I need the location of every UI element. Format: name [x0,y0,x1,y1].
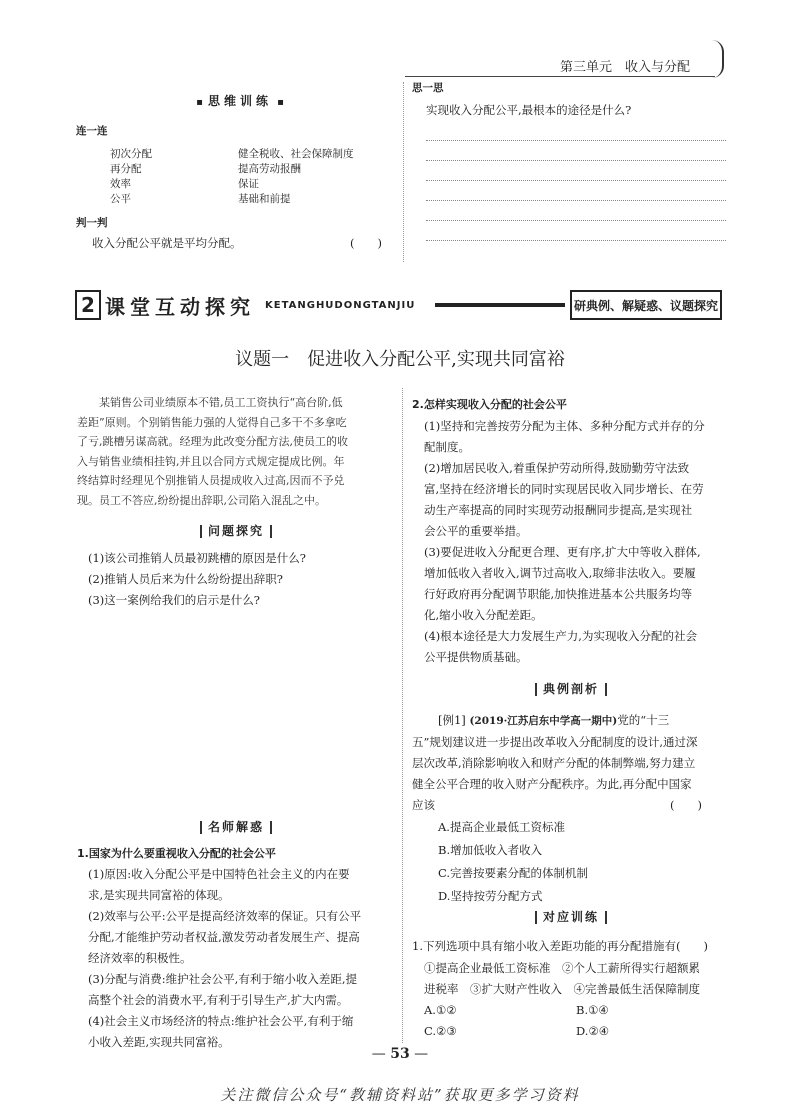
how-line: 公平提供物质基础。 [424,650,528,664]
example-line: 健全公平合理的收入财产分配秩序。为此,再分配中国家 [412,777,692,791]
case-line: 终结算时经理见个别推销人员提成收入过高,因而不予兑 [77,474,345,487]
teacher-line: (1)原因:收入分配公平是中国特色社会主义的内在要 [88,867,350,881]
teacher-line: (2)效率与公平:公平是提高经济效率的保证。只有公平 [88,909,362,923]
example-option: C.完善按要素分配的体制机制 [438,866,589,880]
practice-question: 1.下列选项中具有缩小收入差距功能的再分配措施有( ) [412,939,708,953]
practice-items-line: 进税率 ③扩大财产性收入 ④完善最低生活保障制度 [424,982,700,996]
connect-right-item: 健全税收、社会保障制度 [238,148,354,160]
judge-text: 收入分配公平就是平均分配。 [92,236,242,250]
how-line: (4)根本途径是大力发展生产力,为实现收入分配的社会 [424,629,697,643]
connect-left-item: 效率 [110,178,131,190]
teacher-line: 经济效率的积极性。 [88,951,192,965]
banner-slogan: 研典例、解疑惑、议题探究 [573,299,718,313]
connect-right-item: 基础和前提 [238,193,291,205]
practice-option: B.①④ [576,1003,609,1017]
how-line: 增加低收入者收入,调节过高收入,取缔非法收入。要履 [424,566,696,580]
unit-title: 第三单元 收入与分配 [560,60,691,75]
example-tag: [例1] [438,713,466,727]
banner-slogan-box [570,290,722,320]
column-divider-top [403,82,404,262]
answer-line [426,140,726,141]
think-section [412,80,732,260]
heading-bar [270,821,272,834]
heading-bar [535,683,537,696]
thinking-section [70,85,400,260]
connect-left-list [110,147,152,207]
inquiry-question: (2)推销人员后来为什么纷纷提出辞职? [88,572,283,586]
page-number-area [350,1046,450,1062]
practice-options [424,1000,734,1042]
banner-title: 课堂互动探究 [105,295,255,319]
how-line: (3)要促进收入分配更合理、更有序,扩大中等收入群体, [424,545,701,559]
example-text [412,710,732,816]
connect-right-item: 保证 [238,178,259,190]
heading-bar [270,525,272,538]
answer-line [426,160,726,161]
example-line: 五”规划建议进一步提出改革收入分配制度的设计,通过深 [412,735,698,749]
page-number: 53 [390,1046,410,1062]
case-line: 某销售公司业绩原本不错,员工工资执行“高台阶,低 [77,396,343,409]
example-option: D.坚持按劳分配方式 [438,889,543,903]
example-line: 层次改革,消除影响收入和财产分配的体制弊端,努力建立 [412,756,696,770]
teacher-line: 分配,才能维护劳动者权益,激发劳动者发展生产、提高 [88,930,360,944]
example-last-line [412,795,732,816]
header-bracket-decoration [712,40,724,78]
case-line: 了亏,跳槽另谋高就。经理为此改变分配方法,使员工的收 [77,435,348,448]
how-line: 会公平的重要举措。 [424,524,528,538]
banner-number-box [75,290,101,320]
connect-right-item: 提高劳动报酬 [238,163,301,175]
teacher-line: 求,是实现共同富裕的体现。 [88,888,230,902]
connect-left-item: 公平 [110,193,131,205]
practice-heading: 对应训练 [412,908,730,925]
judge-label: 判一判 [76,217,108,229]
example-source: (2019·江苏启东中学高一期中) [469,715,618,727]
practice-items-line: ①提高企业最低工资标准 ②个人工薪所得实行超额累 [424,961,700,975]
example-first-line [412,710,732,732]
teacher-line: (4)社会主义市场经济的特点:维护社会公平,有利于缩 [88,1014,354,1028]
case-line: 差距”原则。个别销售能力强的人觉得自己多干不多拿吃 [77,415,347,429]
judge-answer-paren: ( ) [350,236,382,250]
dash-right: — [409,1046,429,1062]
heading-bar [535,911,537,924]
teacher-line: 高整个社会的消费水平,有利于引导生产,扩大内需。 [88,993,349,1007]
connect-left-item: 再分配 [110,163,142,175]
connect-right-list [238,147,354,207]
answer-line [426,180,726,181]
think-question: 实现收入分配公平,最根本的途径是什么? [426,103,632,117]
dash-left: — [371,1046,391,1062]
banner-number: 2 [81,293,95,317]
how-line: 行好政府再分配调节职能,加快推进基本公共服务均等 [424,587,693,601]
case-line: 入与销售业绩相挂钩,并且以合同方式规定提成比例。年 [77,454,345,468]
how-line: 动生产率提高的同时实现劳动报酬同步提高,是实现社 [424,503,693,517]
inquiry-heading: 问题探究 [77,522,395,539]
example-option: A.提高企业最低工资标准 [438,820,565,834]
practice-items [424,958,734,1000]
inquiry-question: (3)这一案例给我们的启示是什么? [88,593,260,607]
how-line: (2)增加居民收入,着重保护劳动所得,鼓励勤劳守法致 [424,461,690,475]
case-line: 现。员工不答应,纷纷提出辞职,公司陷入混乱之中。 [77,493,326,507]
section-banner [75,290,720,320]
title-right-marker-icon: ▪ [277,97,284,108]
heading-bar [200,821,202,834]
how-line: 富,坚持在经济增长的同时实现居民收入同步增长、在劳 [424,482,704,496]
example-line: 应该 [412,798,435,812]
example-options [438,816,728,908]
footer-note: 关注微信公众号“教辅资料站”获取更多学习资料 [220,1086,580,1104]
banner-pinyin: KETANGHUDONGTANJIU [265,300,416,311]
practice-option: D.②④ [576,1024,610,1038]
practice-option: A.①② [424,1003,457,1017]
how-text [424,416,729,668]
teacher-line: (3)分配与消费:维护社会公平,有利于缩小收入差距,提 [88,972,357,986]
example-line: 党的“十三 [617,713,670,727]
teacher-text [88,864,393,1053]
connect-left-item: 初次分配 [110,148,152,160]
teacher-heading: 名师解惑 [77,818,395,835]
connect-label: 连一连 [76,125,108,137]
header-rule [405,76,715,77]
inquiry-question: (1)该公司推销人员最初跳槽的原因是什么? [88,551,306,565]
case-text [77,393,395,510]
answer-line [426,220,726,221]
example-answer-paren: ( ) [670,798,702,812]
column-divider-main [402,388,403,1043]
practice-option-row [424,1000,734,1021]
how-line: (1)坚持和完善按劳分配为主体、多种分配方式并存的分 [424,419,705,433]
practice-option: C.②③ [424,1024,457,1038]
title-left-marker-icon: ▪ [196,97,203,108]
teacher-line: 小收入差距,实现共同富裕。 [88,1035,230,1049]
topic-title: 议题一 促进收入分配公平,实现共同富裕 [235,349,565,370]
heading-bar [200,525,202,538]
how-line: 配制度。 [424,440,470,454]
answer-line [426,240,726,241]
how-line: 化,缩小收入分配差距。 [424,608,543,622]
inquiry-questions [88,548,393,611]
answer-line [426,200,726,201]
example-option: B.增加低收入者收入 [438,843,543,857]
practice-option-row [424,1021,734,1042]
how-heading: 2.怎样实现收入分配的社会公平 [412,398,567,411]
think-label: 思一思 [412,82,444,94]
thinking-title: ▪ 思维训练 ▪ [196,94,284,108]
example-heading: 典例剖析 [412,680,730,697]
banner-rule [435,303,565,307]
teacher-subheading: 1.国家为什么要重视收入分配的社会公平 [77,847,276,860]
heading-bar [605,911,607,924]
heading-bar [605,683,607,696]
page-header [0,0,800,80]
